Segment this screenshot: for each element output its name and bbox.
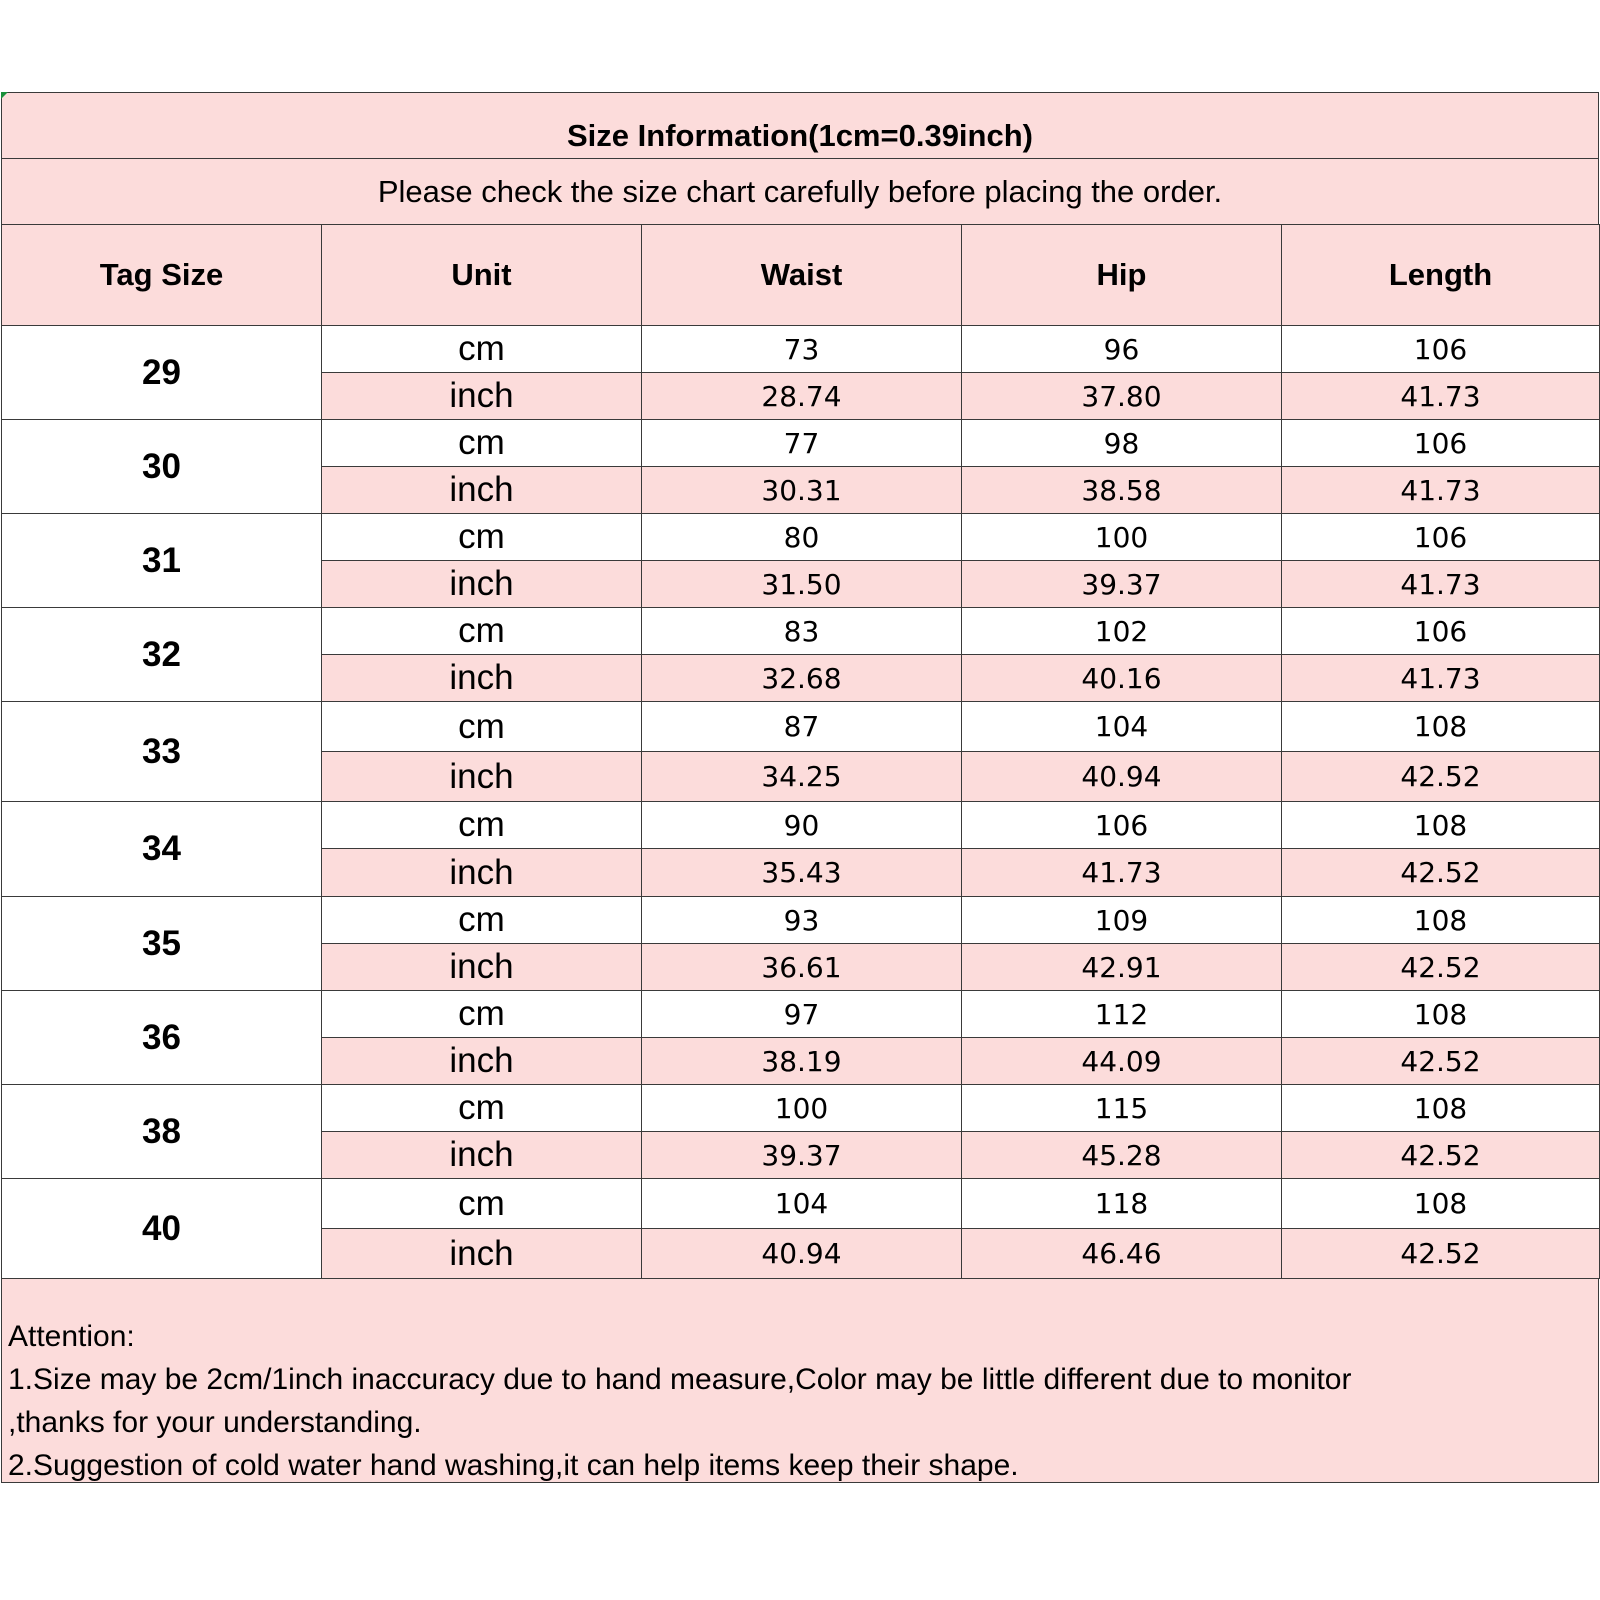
- waist-cell: 31.50: [642, 561, 962, 608]
- hip-cell: 40.16: [962, 655, 1282, 702]
- column-header-unit: Unit: [322, 225, 642, 326]
- length-cell: 41.73: [1282, 467, 1600, 514]
- waist-cell: 100: [642, 1085, 962, 1132]
- unit-cell: cm: [322, 1179, 642, 1229]
- waist-cell: 93: [642, 897, 962, 944]
- hip-cell: 100: [962, 514, 1282, 561]
- length-cell: 108: [1282, 991, 1600, 1038]
- length-cell: 41.73: [1282, 373, 1600, 420]
- unit-cell: inch: [322, 752, 642, 802]
- length-cell: 108: [1282, 702, 1600, 752]
- table-row: [2, 608, 1600, 655]
- length-cell: 42.52: [1282, 1132, 1600, 1179]
- unit-cell: cm: [322, 802, 642, 849]
- tag-size-cell: 35: [2, 897, 322, 991]
- table-row: [2, 420, 1600, 467]
- table-row: [2, 897, 1600, 944]
- length-cell: 106: [1282, 608, 1600, 655]
- length-cell: 42.52: [1282, 944, 1600, 991]
- hip-cell: 40.94: [962, 752, 1282, 802]
- unit-cell: inch: [322, 1132, 642, 1179]
- table-row: [2, 702, 1600, 752]
- waist-cell: 35.43: [642, 849, 962, 897]
- attention-line: 2.Suggestion of cold water hand washing,it can help items keep their shape.: [8, 1449, 1019, 1482]
- hip-cell: 46.46: [962, 1229, 1282, 1279]
- unit-cell: inch: [322, 561, 642, 608]
- column-header-tag-size: Tag Size: [2, 225, 322, 326]
- attention-line: ,thanks for your understanding.: [8, 1406, 422, 1439]
- size-chart-sheet: [1, 92, 1599, 1483]
- waist-cell: 97: [642, 991, 962, 1038]
- hip-cell: 96: [962, 326, 1282, 373]
- column-header-length: Length: [1282, 225, 1600, 326]
- hip-cell: 39.37: [962, 561, 1282, 608]
- hip-cell: 38.58: [962, 467, 1282, 514]
- column-header-hip: Hip: [962, 225, 1282, 326]
- unit-cell: cm: [322, 420, 642, 467]
- tag-size-cell: 40: [2, 1179, 322, 1279]
- length-cell: 106: [1282, 420, 1600, 467]
- table-row: [2, 1085, 1600, 1132]
- unit-cell: inch: [322, 655, 642, 702]
- tag-size-cell: 29: [2, 326, 322, 420]
- waist-cell: 83: [642, 608, 962, 655]
- waist-cell: 28.74: [642, 373, 962, 420]
- unit-cell: inch: [322, 849, 642, 897]
- tag-size-cell: 33: [2, 702, 322, 802]
- waist-cell: 80: [642, 514, 962, 561]
- hip-cell: 106: [962, 802, 1282, 849]
- tag-size-cell: 30: [2, 420, 322, 514]
- waist-cell: 34.25: [642, 752, 962, 802]
- hip-cell: 118: [962, 1179, 1282, 1229]
- waist-cell: 40.94: [642, 1229, 962, 1279]
- length-cell: 106: [1282, 514, 1600, 561]
- column-header-waist: Waist: [642, 225, 962, 326]
- unit-cell: cm: [322, 702, 642, 752]
- length-cell: 106: [1282, 326, 1600, 373]
- unit-cell: inch: [322, 1229, 642, 1279]
- table-row: [2, 1179, 1600, 1229]
- length-cell: 108: [1282, 802, 1600, 849]
- tag-size-cell: 34: [2, 802, 322, 897]
- hip-cell: 102: [962, 608, 1282, 655]
- tag-size-cell: 32: [2, 608, 322, 702]
- length-cell: 108: [1282, 1085, 1600, 1132]
- waist-cell: 90: [642, 802, 962, 849]
- unit-cell: cm: [322, 514, 642, 561]
- tag-size-cell: 36: [2, 991, 322, 1085]
- unit-cell: inch: [322, 467, 642, 514]
- hip-cell: 104: [962, 702, 1282, 752]
- hip-cell: 112: [962, 991, 1282, 1038]
- length-cell: 42.52: [1282, 1038, 1600, 1085]
- table-row: [2, 326, 1600, 373]
- attention-heading: Attention:: [8, 1320, 135, 1353]
- hip-cell: 42.91: [962, 944, 1282, 991]
- size-table: [1, 224, 1600, 1279]
- order-notice: Please check the size chart carefully before placing the order.: [1, 158, 1599, 224]
- unit-cell: cm: [322, 897, 642, 944]
- length-cell: 41.73: [1282, 561, 1600, 608]
- hip-cell: 115: [962, 1085, 1282, 1132]
- waist-cell: 38.19: [642, 1038, 962, 1085]
- unit-cell: cm: [322, 608, 642, 655]
- waist-cell: 104: [642, 1179, 962, 1229]
- waist-cell: 32.68: [642, 655, 962, 702]
- hip-cell: 109: [962, 897, 1282, 944]
- unit-cell: inch: [322, 944, 642, 991]
- length-cell: 108: [1282, 1179, 1600, 1229]
- table-row: [2, 514, 1600, 561]
- waist-cell: 77: [642, 420, 962, 467]
- chart-title: Size Information(1cm=0.39inch): [1, 92, 1599, 158]
- size-table-body: [2, 326, 1600, 1279]
- cell-corner-indicator: [1, 92, 8, 99]
- length-cell: 41.73: [1282, 655, 1600, 702]
- length-cell: 42.52: [1282, 1229, 1600, 1279]
- waist-cell: 73: [642, 326, 962, 373]
- hip-cell: 37.80: [962, 373, 1282, 420]
- waist-cell: 87: [642, 702, 962, 752]
- unit-cell: cm: [322, 1085, 642, 1132]
- unit-cell: inch: [322, 1038, 642, 1085]
- tag-size-cell: 31: [2, 514, 322, 608]
- table-row: [2, 802, 1600, 849]
- hip-cell: 44.09: [962, 1038, 1282, 1085]
- hip-cell: 45.28: [962, 1132, 1282, 1179]
- attention-line: 1.Size may be 2cm/1inch inaccuracy due to hand measure,Color may be little different due to monitor: [8, 1363, 1352, 1396]
- unit-cell: cm: [322, 991, 642, 1038]
- unit-cell: cm: [322, 326, 642, 373]
- length-cell: 108: [1282, 897, 1600, 944]
- tag-size-cell: 38: [2, 1085, 322, 1179]
- waist-cell: 36.61: [642, 944, 962, 991]
- waist-cell: 30.31: [642, 467, 962, 514]
- waist-cell: 39.37: [642, 1132, 962, 1179]
- unit-cell: inch: [322, 373, 642, 420]
- attention-notes: [1, 1279, 1599, 1483]
- length-cell: 42.52: [1282, 849, 1600, 897]
- hip-cell: 98: [962, 420, 1282, 467]
- table-header-row: [2, 225, 1600, 326]
- hip-cell: 41.73: [962, 849, 1282, 897]
- table-row: [2, 991, 1600, 1038]
- length-cell: 42.52: [1282, 752, 1600, 802]
